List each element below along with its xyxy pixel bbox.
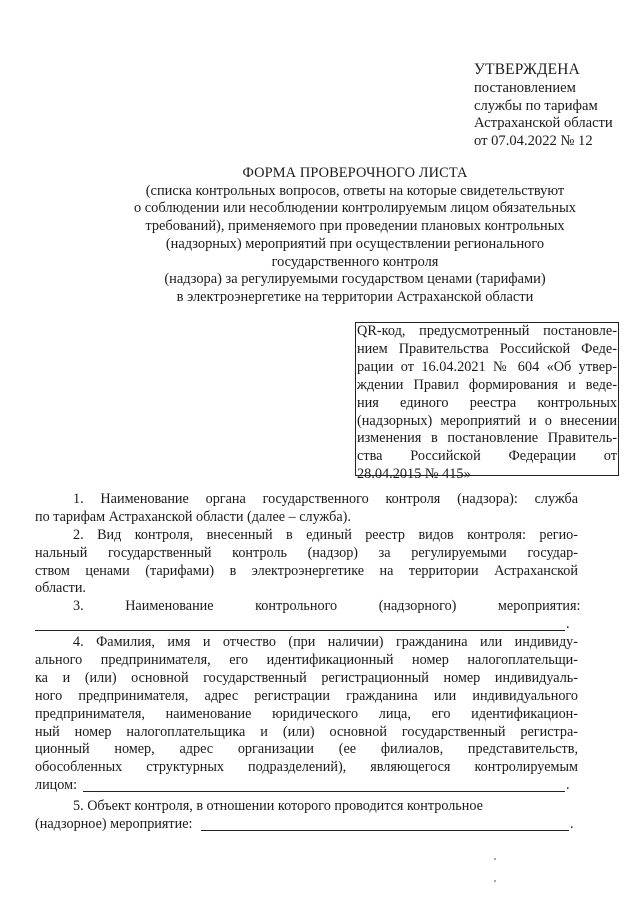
item-5-fill-label: (надзорное) мероприятие: — [35, 816, 193, 833]
item-4-fill-line[interactable] — [83, 777, 565, 792]
qr-box-line: рации от 16.04.2021 № 604 «Об утвер- — [357, 358, 617, 375]
item-3-fill-line[interactable] — [35, 616, 565, 631]
approval-line: постановлением — [474, 80, 576, 96]
qr-box-line: нием Правительства Российской Феде- — [357, 340, 617, 357]
form-subtitle-line: (списка контрольных вопросов, ответы на которые свидетельствуют — [145, 182, 565, 199]
form-subtitle-line: (надзора) за регулируемыми государством ценами (тарифами) — [164, 271, 546, 288]
item-4-fill-label: лицом: — [35, 777, 78, 794]
approval-heading: УТВЕРЖДЕНА — [474, 61, 580, 78]
item-2-line: нальный государственный контроль (надзор) за регулируемыми государ- — [35, 544, 578, 561]
qr-code-box — [355, 322, 619, 483]
item-5-end-dot: . — [570, 816, 574, 833]
scan-speck — [494, 880, 496, 882]
item-3-end-dot: . — [566, 616, 570, 633]
qr-box-line: ния единого реестра контрольных — [357, 394, 617, 411]
item-2-line: 2. Вид контроля, внесенный в единый реестр видов контроля: регио- — [73, 526, 578, 543]
form-title: ФОРМА ПРОВЕРОЧНОГО ЛИСТА — [242, 165, 468, 181]
item-3-line: 3. Наименование контрольного (надзорного) мероприятия: — [73, 598, 581, 615]
item-4-line: предпринимателя, наименование юридического лица, его идентификацион- — [35, 705, 578, 722]
form-subtitle-line: о соблюдении или несоблюдении контролируемым лицом обязательных — [134, 200, 576, 217]
approval-stamp — [474, 60, 624, 150]
item-2-line: ством ценами (тарифами) в электроэнергетике на территории Астраханской — [35, 562, 578, 579]
form-items — [35, 491, 615, 834]
qr-box-line: ства Российской Федерации от — [357, 448, 617, 465]
item-4-line: ционный номер, адрес организации (ее филиалов, представительств, — [35, 741, 578, 758]
item-2-line: области. — [35, 580, 86, 597]
qr-box-line: изменения в постановление Правитель- — [357, 430, 617, 447]
qr-box-line: QR-код, предусмотренный постановле- — [357, 323, 617, 339]
approval-line: Астраханской области — [474, 115, 613, 132]
item-1-line: 1. Наименование органа государственного контроля (надзора): служба — [73, 491, 578, 507]
item-3-blank-row — [35, 616, 578, 634]
item-4-line: ального предпринимателя, его идентификационный номер налогоплательщи- — [35, 652, 578, 669]
item-4-line: ного предпринимателя, адрес регистрации гражданина или индивидуального — [35, 687, 578, 704]
qr-box-line: 28.04.2015 № 415» — [357, 466, 471, 483]
qr-box-line: ждении Правил формирования и веде- — [357, 376, 617, 393]
qr-box-line: (надзорных) мероприятий и о внесении — [357, 412, 617, 429]
item-1-line: по тарифам Астраханской области (далее – служба). — [35, 508, 351, 525]
form-title-block — [100, 165, 610, 307]
form-subtitle-line: (надзорных) мероприятий при осуществлении регионального — [165, 235, 545, 252]
item-4-line: ка и (или) основной государственный регистрационный номер индивидуаль- — [35, 669, 578, 686]
item-4-line: обособленных структурных подразделений), являющегося контролируемым — [35, 759, 578, 776]
approval-line: службы по тарифам — [474, 97, 598, 114]
item-4-line: ный номер налогоплательщика и (или) основной государственный регистра- — [35, 723, 578, 740]
form-subtitle-line: в электроэнергетике на территории Астраханской области — [176, 288, 534, 305]
item-5-line: 5. Объект контроля, в отношении которого проводится контрольное — [73, 798, 483, 815]
item-4-end-dot: . — [566, 777, 570, 794]
item-4-line: 4. Фамилия, имя и отчество (при наличии) гражданина или индивиду- — [73, 634, 578, 651]
item-4-blank-row — [35, 777, 578, 795]
item-5-blank-row — [35, 816, 578, 834]
item-5-fill-line[interactable] — [201, 816, 569, 831]
approval-line: от 07.04.2022 № 12 — [474, 132, 593, 149]
scan-speck — [494, 858, 496, 860]
form-subtitle-line: государственного контроля — [271, 253, 439, 270]
form-subtitle-line: требований), применяемого при проведении плановых контрольных — [145, 218, 565, 235]
